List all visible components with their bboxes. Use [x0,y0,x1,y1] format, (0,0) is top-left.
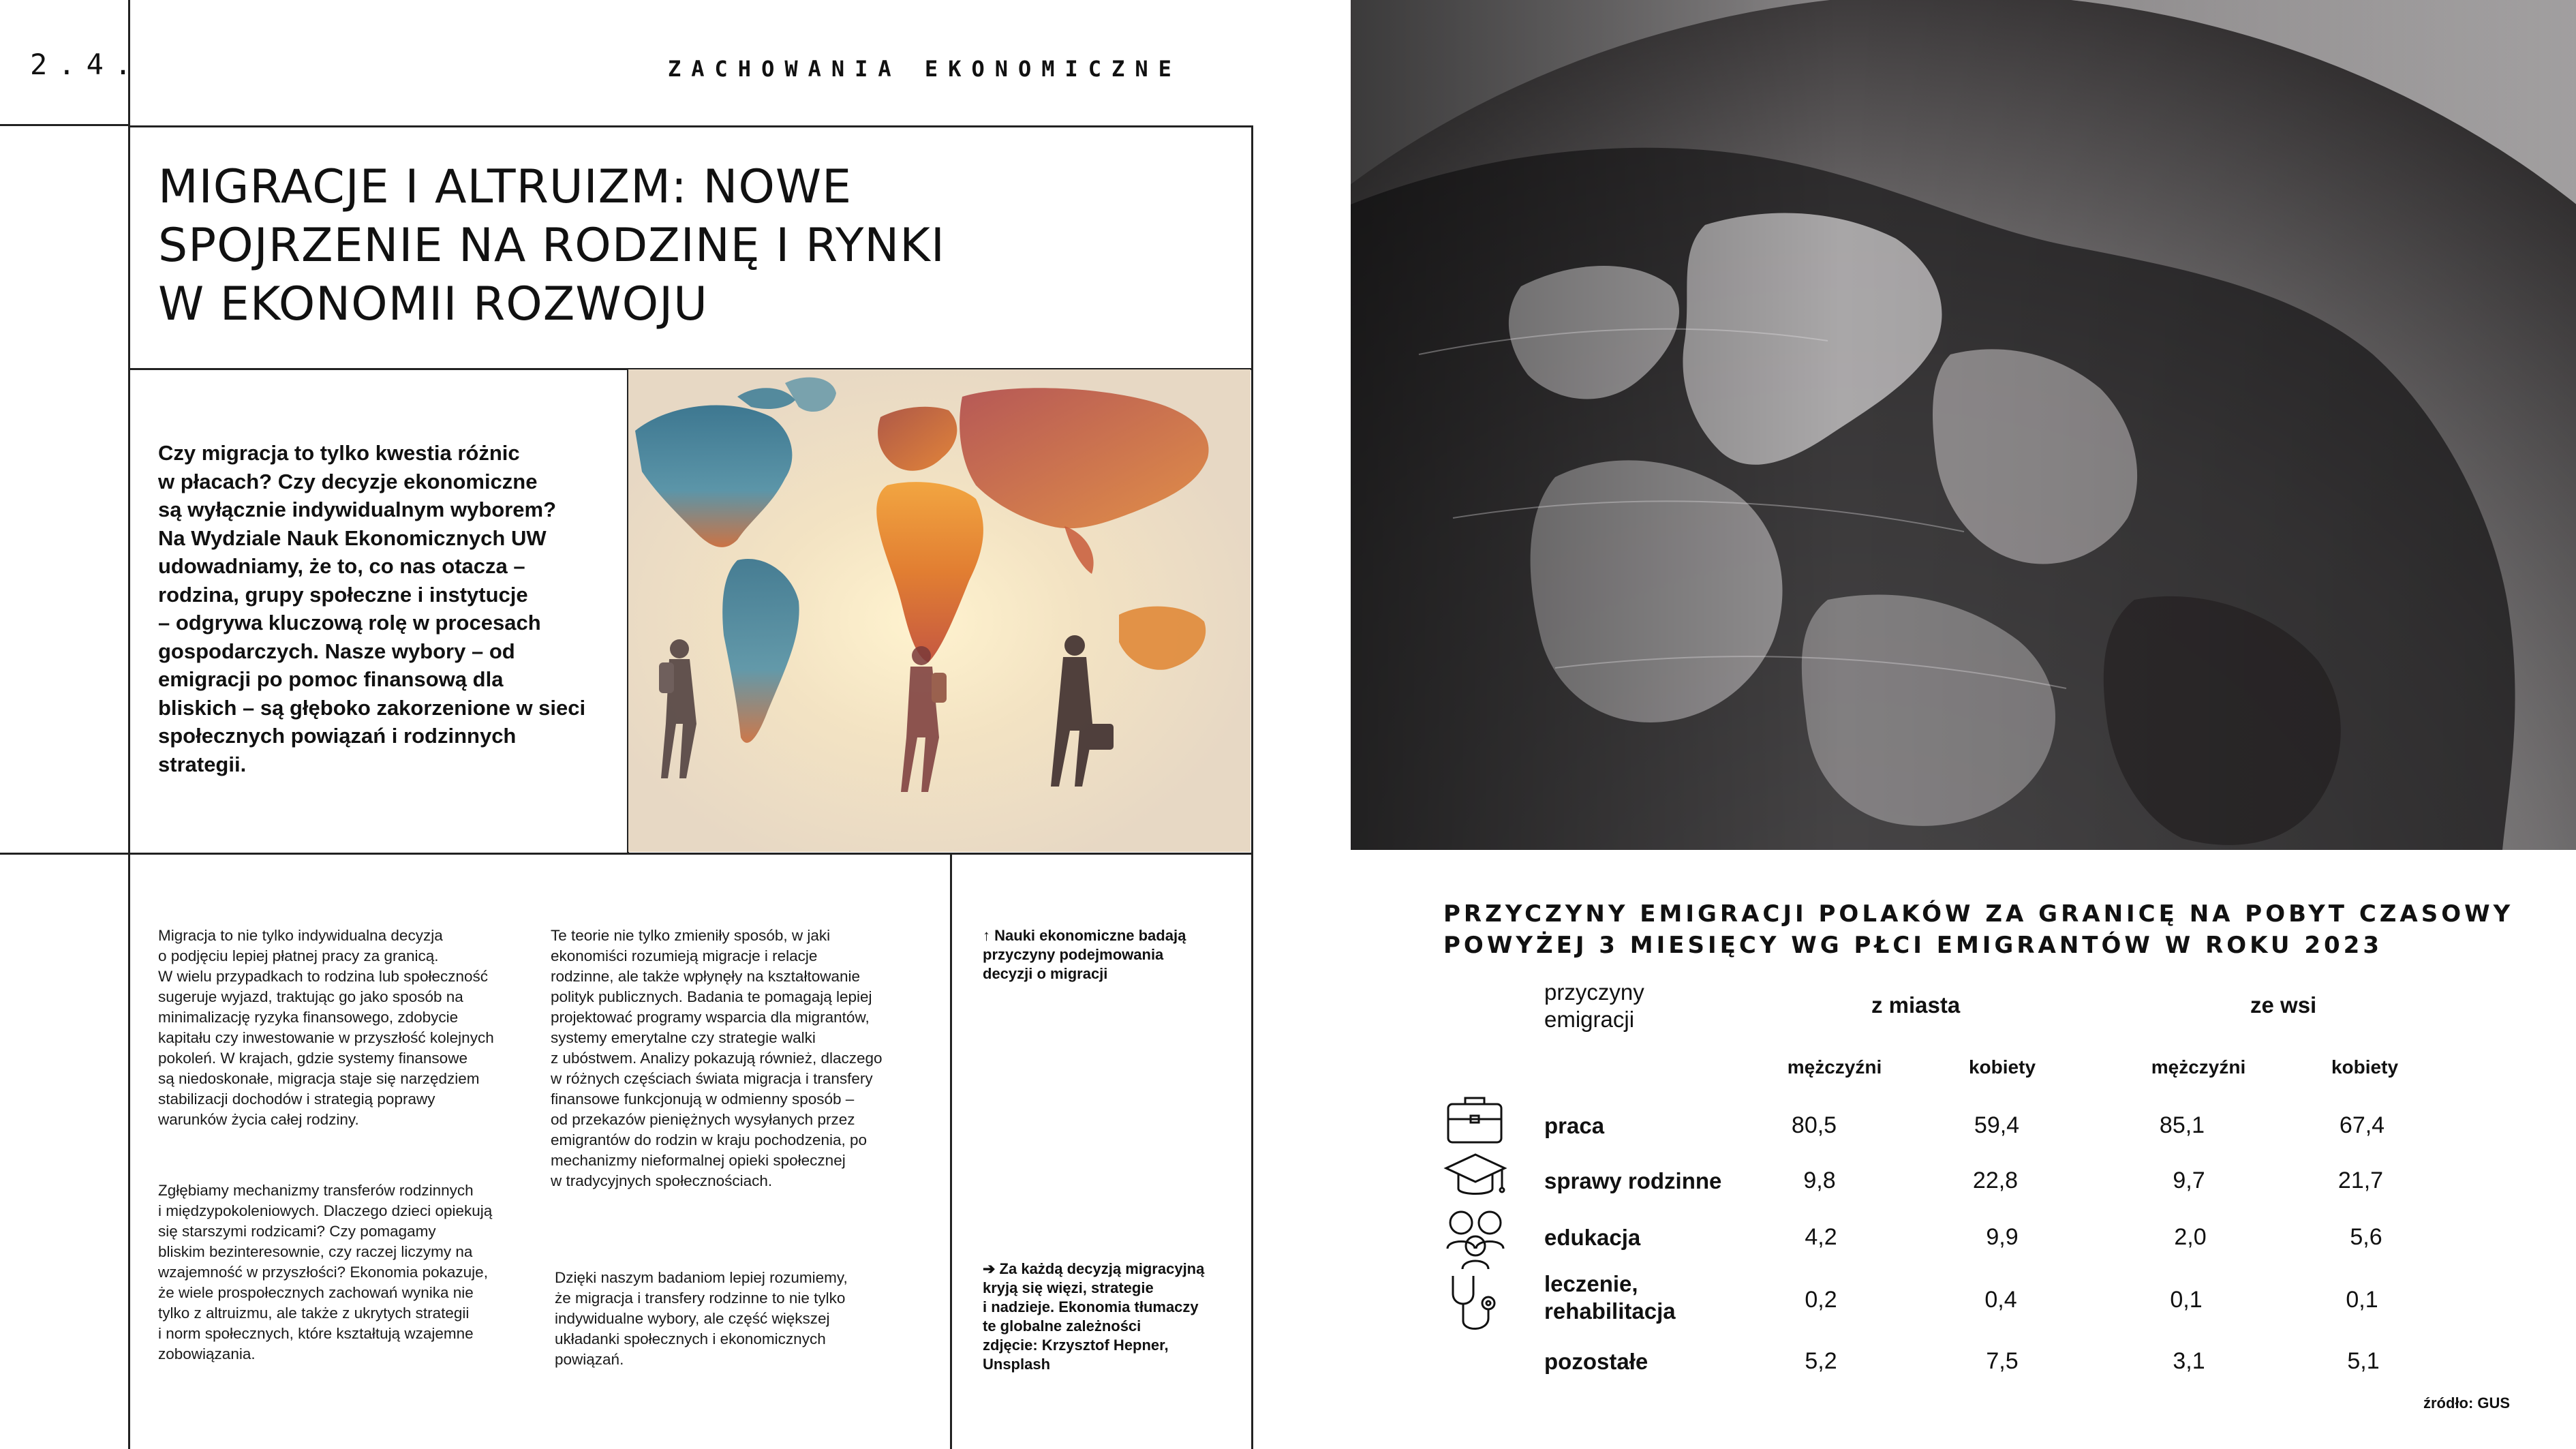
table-cell: 4,2 [1805,1224,1837,1250]
body-line: bliskim bezinteresownie, czy raczej liczymy na [158,1243,473,1260]
table-cell: 7,5 [1986,1348,2019,1374]
row-label-education: edukacja [1544,1225,1641,1250]
lead-line: – odgrywa kluczową rolę w procesach [158,611,541,635]
table-cell: 9,8 [1803,1168,1836,1193]
row-label-line: leczenie, [1544,1271,1638,1296]
title-line: MIGRACJE I ALTRUIZM: NOWE [158,160,853,214]
body-line: układanki społecznych i ekonomicznych [555,1330,826,1347]
table-cell: 21,7 [2337,1168,2384,1193]
body-line: Te teorie nie tylko zmieniły sposób, w jaki [551,927,831,944]
body-line: z ubóstwem. Analizy pokazują również, dlaczego [551,1050,883,1067]
caption-collage [983,926,1242,983]
body-line: od przekazów pieniężnych wysyłanych przez [551,1111,855,1128]
column-header-city-men: mężczyźni [1787,1056,1882,1078]
table-cell: 0,2 [1805,1287,1837,1313]
lead-line: Na Wydziale Nauk Ekonomicznych UW [158,525,547,550]
lead-line: strategii. [158,752,247,776]
table-cell: 9,9 [1986,1224,2019,1250]
body-line: projektować programy wsparcia dla migrantów, [551,1009,870,1026]
body-line: i norm społecznych, które kształtują wzajemne [158,1325,474,1342]
body-line: mechanizmy nieformalnej opieki społecznej [551,1152,846,1169]
body-line: polityk publicznych. Badania te pomagają lepiej [551,988,872,1005]
table-cell: 0,4 [1984,1287,2017,1313]
body-line: pokoleń. W krajach, gdzie systemy finansowe [158,1050,467,1067]
frame-line-caption-divider [950,853,952,1449]
body-line: sugeruje wyjazd, traktując go jako sposób na [158,988,463,1005]
row-label-work: praca [1544,1113,1605,1138]
body-line: indywidualne wybory, ale część większej [555,1310,830,1327]
table-title-line: POWYŻEJ 3 MIESIĘCY WG PŁCI EMIGRANTÓW W ROKU 2023 [1443,932,2382,959]
body-line: Zgłębiamy mechanizmy transferów rodzinnych [158,1182,474,1199]
body-column-1-paragraph-2 [158,1180,540,1364]
table-cell: 67,4 [2339,1112,2385,1138]
row-label-line: rehabilitacja [1544,1298,1676,1324]
caption-photo-credit: zdjęcie: Krzysztof Hepner, [983,1337,1169,1354]
row-label-family: sprawy rodzinne [1544,1168,1722,1193]
table-cell: 80,5 [1791,1112,1837,1138]
table-cell: 5,2 [1805,1348,1837,1374]
body-line: kapitału czy inwestowanie w przyszłość kolejnych [158,1029,494,1046]
body-line: wzajemność w przyszłości? Ekonomia pokazuje, [158,1264,488,1281]
table-cell: 5,1 [2347,1348,2380,1374]
body-line: minimalizację ryzyka finansowego, zdobycie [158,1009,459,1026]
lead-line: bliskich – są głęboko zakorzenione w sieci [158,695,586,720]
lead-paragraph [158,439,594,778]
frame-line-top-left [0,124,129,126]
body-column-2-paragraph-2 [555,1268,936,1370]
caption-line: decyzji o migracji [983,965,1108,982]
body-line: Migracja to nie tylko indywidualna decyzja [158,927,443,944]
body-line: powiązań. [555,1351,624,1368]
caption-globe-photo [983,1260,1242,1374]
lead-line: są wyłącznie indywidualnym wyborem? [158,498,557,521]
lead-line: społecznych powiązań i rodzinnych [158,724,517,748]
globe-map-photo [1351,0,2576,850]
body-line: w tradycyjnych społecznościach. [551,1172,773,1189]
family-icon [1443,1208,1507,1270]
caption-line: przyczyny podejmowania [983,946,1164,963]
group-header-village: ze wsi [2250,992,2317,1018]
body-line: systemy emerytalne czy strategie walki [551,1029,816,1046]
lead-line: udowadniamy, że to, co nas otacza – [158,554,525,578]
lead-line: Czy migracja to tylko kwestia różnic [158,441,520,465]
caption-photo-credit: Unsplash [983,1356,1051,1373]
lead-line: rodzina, grupy społeczne i instytucje [158,582,528,607]
body-line: o podjęciu lepiej płatnej pracy za granicą. [158,947,439,964]
body-line: ekonomiści rozumieją migracje i relacje [551,947,818,964]
table-cell: 0,1 [2346,1287,2378,1313]
body-line: emigrantów do rodzin w kraju pochodzenia, po [551,1131,868,1148]
section-name: ZACHOWANIA EKONOMICZNE [668,56,1182,82]
section-number: 2.4. [30,48,143,81]
graduation-cap-icon [1443,1149,1507,1204]
row-header-line: emigracji [1544,1007,1635,1032]
lead-line: emigracji po pomoc finansową dla [158,667,504,691]
source-note: źródło: GUS [2423,1394,2511,1412]
title-line: W EKONOMII ROZWOJU [158,277,708,331]
body-column-1-paragraph-1 [158,926,540,1130]
row-label-treatment [1544,1270,1676,1325]
frame-line-title-top [128,125,1253,127]
table-cell: 22,8 [1972,1168,2019,1193]
table-cell: 59,4 [1974,1112,2020,1138]
article-title [158,158,1221,334]
table-cell: 0,1 [2170,1287,2203,1313]
caption-line: i nadzieje. Ekonomia tłumaczy [983,1298,1199,1315]
title-line: SPOJRZENIE NA RODZINĘ I RYNKI [158,219,945,273]
row-header [1544,979,1644,1033]
row-label-other: pozostałe [1544,1349,1649,1374]
table-cell: 85,1 [2159,1112,2205,1138]
lead-line: w płacach? Czy decyzje ekonomiczne [158,469,538,493]
table-title-line: PRZYCZYNY EMIGRACJI POLAKÓW ZA GRANICĘ NA POBYT CZASOWY [1443,900,2514,928]
caption-line: ↑ Nauki ekonomiczne badają [983,927,1186,944]
table-cell: 3,1 [2173,1348,2205,1374]
body-column-2-paragraph-1 [551,926,942,1191]
body-line: rodzinne, ale także wpłynęły na kształtowanie [551,968,860,985]
column-header-city-women: kobiety [1968,1056,2036,1078]
body-line: tylko z altruizmu, ale także z ukrytych strategii [158,1305,470,1322]
caption-line: kryją się więzi, strategie [983,1279,1154,1296]
group-header-city: z miasta [1871,992,1961,1018]
frame-line-body-top [0,853,1253,855]
migration-world-map-illustration [628,369,1251,852]
body-line: W wielu przypadkach to rodzina lub społeczność [158,968,488,985]
frame-line-left-main [128,125,130,1449]
frame-line-right-main [1251,125,1253,1449]
body-line: i międzypokoleniowych. Dlaczego dzieci opiekują [158,1202,493,1219]
table-title [1443,898,2547,961]
column-header-village-men: mężczyźni [2151,1056,2246,1078]
table-cell: 9,7 [2173,1168,2205,1193]
body-line: stabilizacji dochodów i strategią poprawy [158,1090,435,1108]
body-line: warunków życia całej rodziny. [158,1111,359,1128]
caption-line: te globalne zależności [983,1317,1141,1334]
body-line: finansowe funkcjonują w odmienny sposób – [551,1090,855,1108]
body-line: się starszymi rodzicami? Czy pomagamy [158,1223,436,1240]
table-cell: 2,0 [2174,1224,2207,1250]
body-line: Dzięki naszym badaniom lepiej rozumiemy, [555,1269,848,1286]
body-line: że wiele prospołecznych zachowań wynika nie [158,1284,474,1301]
column-header-village-women: kobiety [2331,1056,2399,1078]
body-line: są niedoskonałe, migracja staje się narzędziem [158,1070,480,1087]
row-header-line: przyczyny [1544,979,1644,1005]
table-cell: 5,6 [2350,1224,2382,1250]
caption-line: ➔ Za każdą decyzją migracyjną [983,1260,1205,1277]
body-line: że migracja i transfery rodzinne to nie tylko [555,1290,846,1307]
lead-line: gospodarczych. Nasze wybory – od [158,639,515,663]
stethoscope-icon [1443,1273,1507,1336]
body-line: zobowiązania. [158,1345,256,1362]
body-line: w różnych częściach świata migracja i transfery [551,1070,873,1087]
briefcase-icon [1446,1095,1503,1145]
